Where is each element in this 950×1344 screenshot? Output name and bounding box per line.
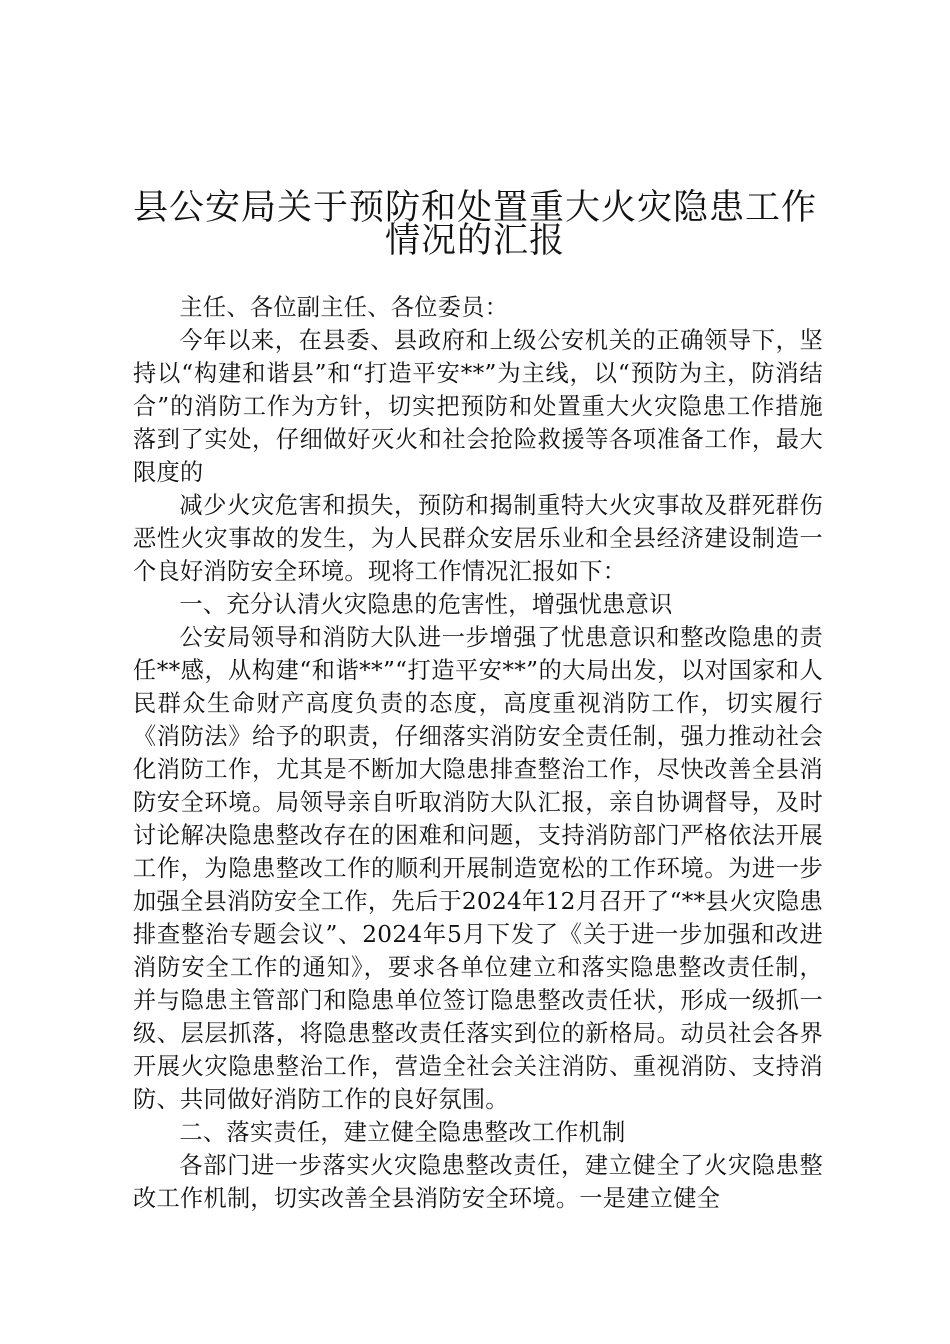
paragraph: 今年以来，在县委、县政府和上级公安机关的正确领导下，坚持以“构建和谐县”和“打造平安**”为主线，以“预防为主，防消结合”的消防工作为方针，切实把预防和处置重大火灾隐患工作措施落到了实处，仔细做好灭火和社会抢险救援等各项准备工作，最大限度的 xyxy=(133,327,823,486)
paragraph: 减少火灾危害和损失，预防和揭制重特大火灾事故及群死群伤恶性火灾事故的发生，为人民群众安居乐业和全县经济建设制造一个良好消防安全环境。现将工作情况汇报如下： xyxy=(133,492,823,585)
section-heading: 一、充分认清火灾隐患的危害性，增强忧患意识 xyxy=(179,591,673,618)
section-heading: 二、落实责任，建立健全隐患整改工作机制 xyxy=(179,1119,626,1146)
paragraph: 公安局领导和消防大队进一步增强了忧患意识和整改隐患的责任**感，从构建“和谐**”“打造平安**”的大局出发，以对国家和人民群众生命财产高度负责的态度，高度重视消防工作，切实履行《消防法》给予的职责，仔细落实消防安全责任制，强力推动社会化消防工作，尤其是不断加大隐患排查整治工作，尽快改善全县消防安全环境。局领导亲自听取消防大队汇报，亲自协调督导，及时讨论解决隐患整改存在的困难和问题，支持消防部门严格依法开展工作，为隐患整改工作的顺利开展制造宽松的工作环境。为进一步加强全县消防安全工作，先后于2024年12月召开了“**县火灾隐患排查整治专题会议”、2024年5月下发了《关于进一步加强和改进消防安全工作的通知》，要求各单位建立和落实隐患整改责任制，并与隐患主管部门和隐患单位签订隐患整改责任状，形成一级抓一级、层层抓落，将隐患整改责任落实到位的新格局。动员社会各界开展火灾隐患整治工作，营造全社会关注消防、重视消防、支持消防、共同做好消防工作的良好氛围。 xyxy=(133,624,823,1113)
document-body xyxy=(133,291,823,1215)
salutation: 主任、各位副主任、各位委员： xyxy=(179,294,509,321)
document-title-line-2: 情况的汇报 xyxy=(384,221,565,261)
document-title-line-1: 县公安局关于预防和处置重大火灾隐患工作 xyxy=(132,188,817,228)
paragraph: 各部门进一步落实火灾隐患整改责任，建立健全了火灾隐患整改工作机制，切实改善全县消防安全环境。一是建立健全 xyxy=(133,1152,823,1212)
